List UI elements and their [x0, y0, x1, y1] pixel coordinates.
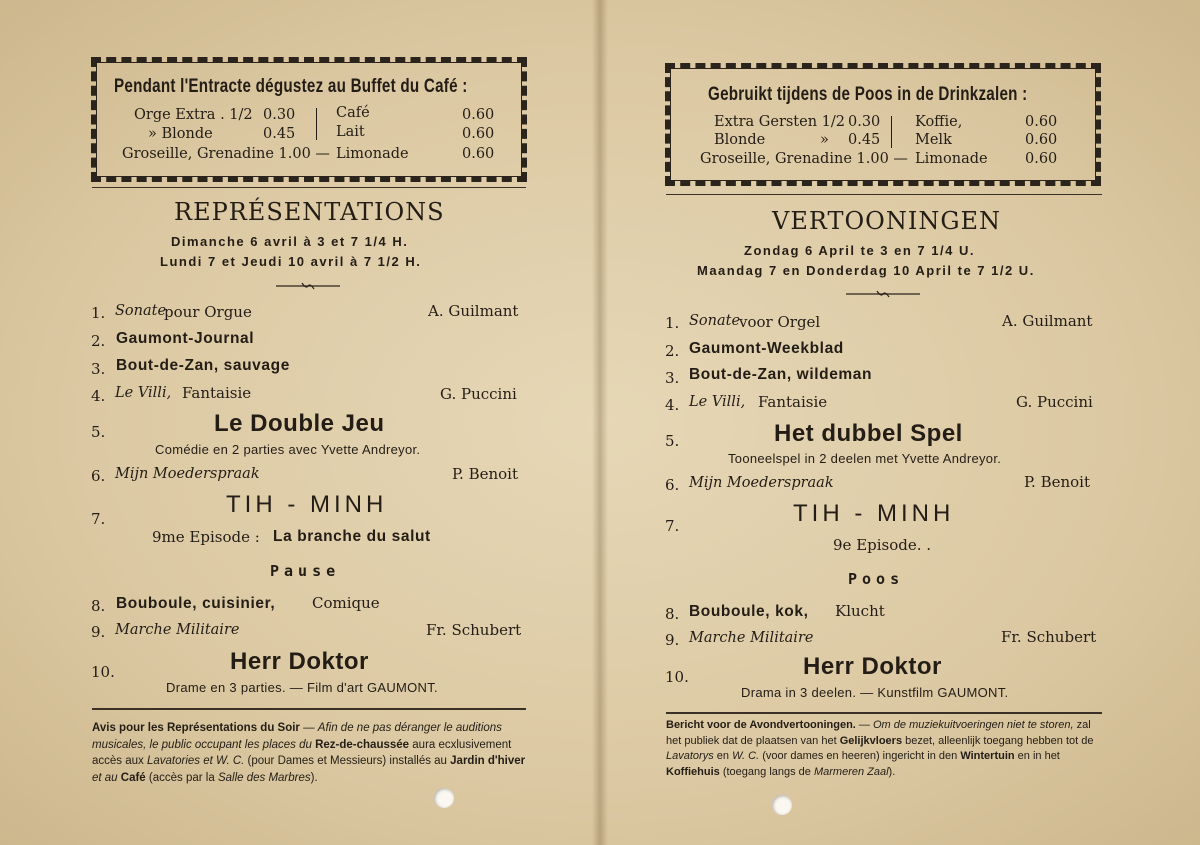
item-1-composer: A. Guilmant — [428, 302, 519, 320]
item-7-title: TIH - MINH — [226, 491, 388, 518]
price-row-3-item: Groseille, Grenadine 1.00 — — [122, 146, 330, 162]
item-6-number: 6. — [91, 467, 106, 485]
item-6-number: 6. — [665, 476, 680, 494]
price-row-1-drink-price: 0.60 — [1025, 114, 1058, 130]
dates-line-2: Lundi 7 et Jeudi 10 avril à 7 1/2 H. — [160, 254, 422, 269]
divider-top — [92, 187, 526, 188]
item-8-subtitle: Comique — [312, 594, 380, 612]
pause-label: Poos — [848, 570, 905, 588]
item-7-episode: 9e Episode. . — [833, 536, 932, 554]
price-row-1-price: 0.30 — [263, 107, 296, 123]
dates-line-1: Dimanche 6 avril à 3 et 7 1/4 H. — [171, 234, 409, 249]
item-3-title: Bout-de-Zan, sauvage — [116, 357, 290, 374]
price-row-2-drink: Lait — [336, 124, 365, 140]
item-9-title: Marche Militaire — [689, 630, 814, 646]
item-9-number: 9. — [91, 623, 106, 641]
item-10-number: 10. — [91, 663, 115, 681]
item-10-subtitle: Drama in 3 deelen. — Kunstfilm GAUMONT. — [741, 685, 1009, 700]
heading-representations: REPRÉSENTATIONS — [174, 198, 445, 226]
pause-label: Pause — [270, 562, 341, 580]
item-6-composer: P. Benoit — [452, 465, 519, 483]
item-7-episode: 9me Episode : — [152, 528, 260, 546]
notice-evening: Bericht voor de Avondvertooningen. — Om de muziekuitvoeringen niet te storen, zal het publiek dat de plaatsen van het Gelijkvloers bezet, alleenlijk toegang hebben tot de Lavatorys en W. C. (voor dames en heeren) ingericht in den Wintertuin en in het Koffiehuis (toegang langs de Marmeren Zaal). — [666, 719, 1094, 778]
buffet-title: Gebruikt tijdens de Poos in de Drinkzalen : — [708, 84, 1028, 105]
item-10-number: 10. — [665, 668, 689, 686]
item-4-composer: G. Puccini — [440, 385, 517, 403]
item-3-number: 3. — [665, 369, 680, 387]
item-1-number: 1. — [665, 314, 680, 332]
price-row-2-price: 0.45 — [263, 126, 296, 142]
item-3-number: 3. — [91, 360, 106, 378]
item-8-title: Bouboule, kok, — [689, 603, 809, 620]
dates-line-1: Zondag 6 April te 3 en 7 1/4 U. — [744, 243, 975, 258]
item-7-number: 7. — [665, 517, 680, 535]
item-4-title: Le Villi, — [115, 385, 172, 401]
item-2-title: Gaumont-Journal — [116, 330, 255, 347]
price-divider — [891, 116, 892, 148]
right-page-dutch — [600, 0, 1200, 845]
item-10-subtitle: Drame en 3 parties. — Film d'art GAUMONT. — [166, 680, 438, 695]
heading-vertooningen: VERTOONINGEN — [772, 207, 1002, 235]
item-5-number: 5. — [91, 423, 106, 441]
left-page-french — [0, 0, 598, 845]
item-2-number: 2. — [91, 332, 106, 350]
price-row-1-drink: Café — [336, 105, 370, 121]
item-4-title: Le Villi, — [689, 394, 746, 410]
price-row-2-item: » Blonde — [148, 126, 213, 142]
item-1-composer: A. Guilmant — [1002, 312, 1093, 330]
price-row-1-drink: Koffie, — [915, 114, 963, 130]
price-row-1-drink-price: 0.60 — [462, 107, 495, 123]
item-10-title: Herr Doktor — [230, 648, 369, 675]
item-8-number: 8. — [91, 597, 106, 615]
item-4-number: 4. — [91, 387, 106, 405]
price-row-2-item: Blonde — [714, 132, 766, 148]
item-5-title: Le Double Jeu — [214, 410, 385, 437]
divider-top — [666, 194, 1102, 195]
price-row-2-drink-price: 0.60 — [462, 126, 495, 142]
price-row-2-ditto: » — [820, 132, 829, 148]
item-1-number: 1. — [91, 304, 106, 322]
item-7-title: TIH - MINH — [793, 500, 955, 527]
item-9-title: Marche Militaire — [115, 622, 240, 638]
price-row-2-price: 0.45 — [848, 132, 881, 148]
price-row-1-price: 0.30 — [848, 114, 881, 130]
item-9-composer: Fr. Schubert — [426, 621, 522, 639]
item-9-composer: Fr. Schubert — [1001, 628, 1097, 646]
price-row-3-drink-price: 0.60 — [1025, 151, 1058, 167]
price-row-1-item: Orge Extra . 1/2 — [134, 107, 253, 123]
price-divider — [316, 108, 317, 140]
item-1-subtitle: pour Orgue — [164, 303, 252, 321]
item-8-subtitle: Klucht — [835, 602, 885, 620]
item-5-number: 5. — [665, 432, 680, 450]
item-2-number: 2. — [665, 342, 680, 360]
item-4-subtitle: Fantaisie — [758, 393, 828, 411]
item-7-number: 7. — [91, 510, 106, 528]
item-4-subtitle: Fantaisie — [182, 384, 252, 402]
binding-hole-right — [772, 795, 792, 815]
price-row-2-drink-price: 0.60 — [1025, 132, 1058, 148]
binding-hole-left — [434, 788, 454, 808]
item-8-number: 8. — [665, 605, 680, 623]
item-1-title: Sonate — [689, 313, 741, 329]
item-6-title: Mijn Moedersprаak — [689, 475, 834, 491]
item-7-episode-title: La branche du salut — [273, 528, 431, 545]
price-row-3-item: Groseille, Grenadine 1.00 — — [700, 151, 908, 167]
item-6-composer: P. Benoit — [1024, 473, 1091, 491]
ornament-divider — [846, 290, 920, 298]
item-3-title: Bout-de-Zan, wildeman — [689, 366, 873, 383]
item-10-title: Herr Doktor — [803, 653, 942, 680]
divider-bottom — [666, 712, 1102, 714]
item-5-title: Het dubbel Spel — [774, 420, 963, 447]
price-row-3-drink: Limonade — [915, 151, 988, 167]
price-row-1-item: Extra Gersten 1/2 — [714, 114, 846, 130]
dates-line-2: Maandag 7 en Donderdag 10 April te 7 1/2 U. — [697, 263, 1035, 278]
item-1-title: Sonate — [115, 303, 167, 319]
price-row-3-drink-price: 0.60 — [462, 146, 495, 162]
item-5-subtitle: Tooneelspel in 2 deelen met Yvette Andreyor. — [728, 451, 1002, 466]
item-1-subtitle: voor Orgel — [739, 313, 821, 331]
item-4-number: 4. — [665, 396, 680, 414]
item-5-subtitle: Comédie en 2 parties avec Yvette Andreyor. — [155, 442, 421, 457]
item-9-number: 9. — [665, 631, 680, 649]
ornament-divider — [276, 282, 340, 290]
item-4-composer: G. Puccini — [1016, 393, 1093, 411]
item-6-title: Mijn Moedersprаak — [115, 466, 260, 482]
item-2-title: Gaumont-Weekblad — [689, 340, 844, 357]
buffet-title: Pendant l'Entracte dégustez au Buffet du Café : — [114, 76, 468, 97]
price-row-3-drink: Limonade — [336, 146, 409, 162]
item-8-title: Bouboule, cuisinier, — [116, 595, 276, 612]
price-row-2-drink: Melk — [915, 132, 952, 148]
notice-evening: Avis pour les Représentations du Soir — Afin de ne pas déranger le auditions musicales, le public occupant les places du Rez-de-chaussée aura ecxlusivement accès aux Lavatories et W. C. (pour Dames et Messieurs) installés au Jardin d'hiver et au Café (accès par la Salle des Marbres). — [92, 722, 526, 784]
divider-bottom — [92, 708, 526, 710]
